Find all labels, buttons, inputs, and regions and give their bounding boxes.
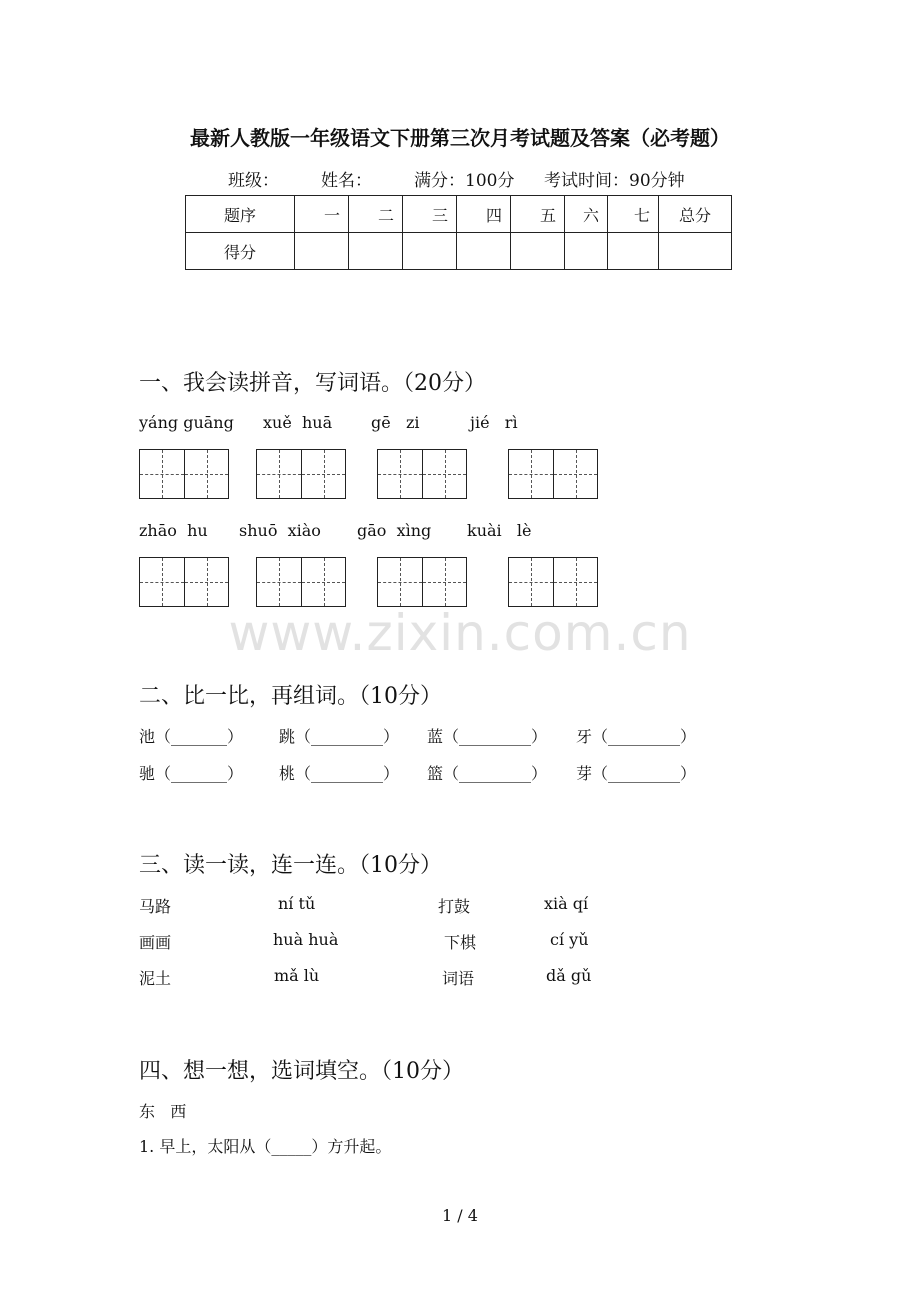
score-col-6: 六 [565, 196, 608, 233]
compare-item: 驰（_______） [139, 764, 244, 783]
pinyin-item: jié rì [470, 413, 518, 432]
compare-item: 跳（_________） [279, 727, 400, 746]
pinyin-item: xuě huā [263, 413, 333, 432]
section3-heading: 三、读一读，连一连。（10分） [139, 853, 442, 878]
compare-item: 池（_______） [139, 727, 244, 746]
score-col-4: 四 [457, 196, 511, 233]
section2-heading: 二、比一比，再组词。（10分） [139, 684, 442, 709]
name-label: 姓名： [321, 171, 372, 191]
pinyin-item: zhāo hu [139, 521, 208, 540]
pinyin-item: kuài lè [467, 521, 532, 540]
match-word: 词语 [442, 969, 475, 988]
score-table-header-label: 题序 [186, 196, 295, 233]
match-pinyin: cí yǔ [550, 930, 589, 949]
pinyin-item: gē zi [371, 413, 420, 432]
pinyin-item: shuō xiào [239, 521, 321, 540]
page-number: 1 / 4 [442, 1206, 478, 1225]
writing-box[interactable] [377, 557, 467, 607]
question-1: 1. 早上，太阳从（_____）方升起。 [139, 1137, 392, 1156]
score-cell[interactable] [403, 233, 457, 270]
score-cell[interactable] [349, 233, 403, 270]
score-table-header-row [186, 196, 732, 233]
section4-heading: 四、想一想，选词填空。（10分） [139, 1059, 464, 1084]
compare-item: 牙（_________） [576, 727, 697, 746]
score-cell[interactable] [457, 233, 511, 270]
match-pinyin: dǎ gǔ [546, 966, 592, 985]
score-table-score-label: 得分 [186, 233, 295, 270]
match-pinyin: huà huà [273, 930, 339, 949]
watermark: www.zixin.com.cn [228, 604, 692, 662]
writing-box[interactable] [508, 557, 598, 607]
pinyin-row-1 [139, 413, 839, 433]
match-word: 马路 [139, 897, 172, 916]
word-options: 东 西 [139, 1102, 187, 1121]
writing-box[interactable] [377, 449, 467, 499]
match-pinyin: xià qí [544, 894, 589, 913]
match-word: 泥土 [139, 969, 172, 988]
writing-box[interactable] [256, 557, 346, 607]
writing-box[interactable] [139, 557, 229, 607]
match-pinyin: mǎ lù [274, 966, 320, 985]
writing-box[interactable] [139, 449, 229, 499]
score-col-3: 三 [403, 196, 457, 233]
exam-time: 考试时间：90分钟 [544, 171, 685, 191]
score-cell[interactable] [565, 233, 608, 270]
pinyin-item: yáng guāng [139, 413, 234, 432]
compare-item: 芽（_________） [576, 764, 697, 783]
score-table [185, 195, 732, 270]
score-cell[interactable] [608, 233, 659, 270]
score-col-1: 一 [295, 196, 349, 233]
score-cell[interactable] [295, 233, 349, 270]
match-pinyin: ní tǔ [278, 894, 316, 913]
compare-item: 蓝（_________） [427, 727, 548, 746]
writing-box[interactable] [508, 449, 598, 499]
compare-item: 桃（_________） [279, 764, 400, 783]
full-score: 满分：100分 [414, 171, 515, 191]
score-cell[interactable] [511, 233, 565, 270]
document-title: 最新人教版一年级语文下册第三次月考试题及答案（必考题） [190, 126, 730, 150]
score-col-5: 五 [511, 196, 565, 233]
match-word: 画画 [139, 933, 172, 952]
match-word: 打鼓 [438, 897, 471, 916]
compare-item: 篮（_________） [427, 764, 548, 783]
class-label: 班级： [228, 171, 279, 191]
pinyin-row-2 [139, 521, 839, 541]
match-word: 下棋 [444, 933, 477, 952]
score-table-score-row [186, 233, 732, 270]
score-col-total: 总分 [659, 196, 732, 233]
score-cell-total[interactable] [659, 233, 732, 270]
score-col-2: 二 [349, 196, 403, 233]
score-col-7: 七 [608, 196, 659, 233]
section1-heading: 一、我会读拼音，写词语。（20分） [139, 371, 486, 396]
pinyin-item: gāo xìng [357, 521, 432, 540]
writing-box[interactable] [256, 449, 346, 499]
